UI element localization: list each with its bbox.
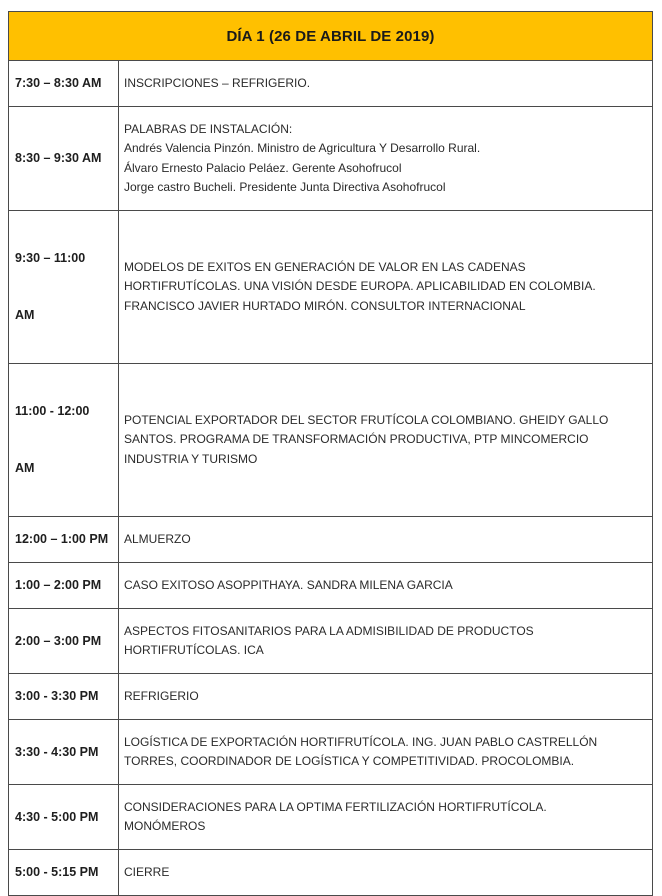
description-line: LOGÍSTICA DE EXPORTACIÓN HORTIFRUTÍCOLA. ING. JUAN PABLO CASTRELLÓN xyxy=(124,734,598,749)
time-line: AM xyxy=(15,308,35,322)
time-cell xyxy=(9,61,119,107)
agenda-row xyxy=(9,364,653,517)
agenda-row xyxy=(9,211,653,364)
time-line: 7:30 – 8:30 AM xyxy=(15,76,102,90)
agenda-row xyxy=(9,517,653,563)
description-line: CIERRE xyxy=(124,864,170,879)
description-cell xyxy=(119,211,653,364)
description-line: MONÓMEROS xyxy=(124,819,206,833)
time-cell xyxy=(9,364,119,517)
time-cell xyxy=(9,211,119,364)
time-line: 1:00 – 2:00 PM xyxy=(15,578,102,592)
description-line: REFRIGERIO xyxy=(124,688,199,703)
time-cell xyxy=(9,720,119,785)
time-cell xyxy=(9,563,119,609)
description-line: Andrés Valencia Pinzón. Ministro de Agricultura Y Desarrollo Rural. xyxy=(124,141,481,156)
description-line: SANTOS. PROGRAMA DE TRANSFORMACIÓN PRODUCTIVA, PTP MINCOMERCIO xyxy=(124,432,589,447)
time-line: 12:00 – 1:00 PM xyxy=(15,532,109,546)
description-line: POTENCIAL EXPORTADOR DEL SECTOR FRUTÍCOLA COLOMBIANO. GHEIDY GALLO xyxy=(124,413,609,428)
agenda-row xyxy=(9,61,653,107)
time-line: 2:00 – 3:00 PM xyxy=(15,633,102,648)
time-line: 3:30 - 4:30 PM xyxy=(15,744,99,759)
description-line: MODELOS DE EXITOS EN GENERACIÓN DE VALOR EN LAS CADENAS xyxy=(124,260,526,275)
description-cell xyxy=(119,107,653,211)
description-line: FRANCISCO JAVIER HURTADO MIRÓN. CONSULTOR INTERNACIONAL xyxy=(124,298,526,313)
time-line: 3:00 - 3:30 PM xyxy=(15,689,99,703)
description-line: Álvaro Ernesto Palacio Peláez. Gerente Asohofrucol xyxy=(124,160,402,175)
agenda-table xyxy=(8,11,653,896)
description-cell xyxy=(119,850,653,896)
description-line: TORRES, COORDINADOR DE LOGÍSTICA Y COMPETITIVIDAD. PROCOLOMBIA. xyxy=(124,754,575,768)
description-cell xyxy=(119,364,653,517)
description-line: ALMUERZO xyxy=(124,531,191,546)
time-cell xyxy=(9,517,119,563)
description-cell xyxy=(119,61,653,107)
description-cell xyxy=(119,720,653,785)
time-cell xyxy=(9,850,119,896)
agenda-row xyxy=(9,674,653,720)
time-line: 5:00 - 5:15 PM xyxy=(15,865,99,879)
description-cell xyxy=(119,674,653,720)
agenda-row xyxy=(9,563,653,609)
description-line: INDUSTRIA Y TURISMO xyxy=(124,451,258,466)
description-cell xyxy=(119,785,653,850)
agenda-row xyxy=(9,785,653,850)
agenda-row xyxy=(9,720,653,785)
description-line: INSCRIPCIONES – REFRIGERIO. xyxy=(124,75,311,90)
agenda-row xyxy=(9,107,653,211)
agenda-row xyxy=(9,850,653,896)
time-cell xyxy=(9,785,119,850)
agenda-row xyxy=(9,609,653,674)
description-cell xyxy=(119,563,653,609)
time-cell xyxy=(9,107,119,211)
description-cell xyxy=(119,609,653,674)
time-line: 8:30 – 9:30 AM xyxy=(15,151,102,165)
time-cell xyxy=(9,609,119,674)
description-line: Jorge castro Bucheli. Presidente Junta Directiva Asohofrucol xyxy=(124,179,446,194)
description-line: PALABRAS DE INSTALACIÓN: xyxy=(124,121,293,136)
time-line: AM xyxy=(15,461,35,475)
time-line: 11:00 - 12:00 xyxy=(15,404,90,418)
day-title: DÍA 1 (26 DE ABRIL DE 2019) xyxy=(9,12,653,61)
description-line: CASO EXITOSO ASOPPITHAYA. SANDRA MILENA GARCIA xyxy=(124,577,453,592)
description-line: ASPECTOS FITOSANITARIOS PARA LA ADMISIBILIDAD DE PRODUCTOS xyxy=(124,623,534,638)
time-line: 4:30 - 5:00 PM xyxy=(15,809,99,824)
time-line: 9:30 – 11:00 xyxy=(15,251,86,265)
description-cell xyxy=(119,517,653,563)
agenda-body xyxy=(9,61,653,896)
time-cell xyxy=(9,674,119,720)
description-line: CONSIDERACIONES PARA LA OPTIMA FERTILIZACIÓN HORTIFRUTÍCOLA. xyxy=(124,799,547,814)
description-line: HORTIFRUTÍCOLAS. UNA VISIÓN DESDE EUROPA. APLICABILIDAD EN COLOMBIA. xyxy=(124,279,596,294)
agenda-header-row xyxy=(9,12,653,61)
description-line: HORTIFRUTÍCOLAS. ICA xyxy=(124,643,264,657)
